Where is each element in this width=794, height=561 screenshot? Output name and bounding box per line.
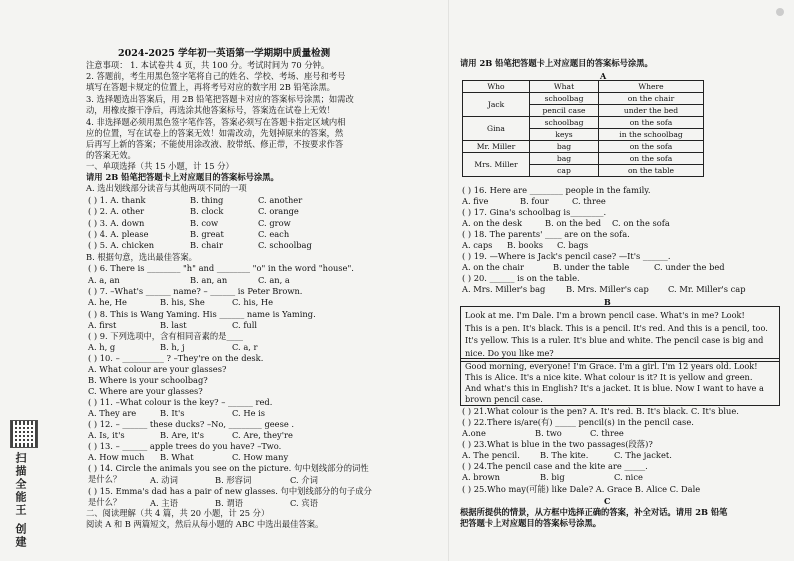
option: A. Mrs. Miller's bag xyxy=(462,284,546,294)
option: B. clock xyxy=(190,206,224,216)
option: B. last xyxy=(160,320,187,330)
table-cell: Mr. Miller xyxy=(463,141,530,153)
option: B. on the bed xyxy=(545,218,602,228)
option: A. first xyxy=(88,320,117,330)
option: B. What xyxy=(160,452,194,462)
option: A. The pencil. xyxy=(462,450,520,460)
question-14: ( ) 14. Circle the animals you see on the picture. 句中划线部分的词性 xyxy=(88,463,369,473)
question-20: ( ) 20. ______ is on the table. xyxy=(462,273,580,283)
note-line: 4. 非选择题必须用黑色签字笔作答，答案必须写在答题卡指定区域内相 xyxy=(86,117,346,127)
question-13: ( ) 13. – ______ apple trees do you have? –Two. xyxy=(88,441,282,451)
table-cell: schoolbag xyxy=(530,93,599,105)
option: B. The kite. xyxy=(540,450,589,460)
table-header-cell: Where xyxy=(599,81,704,93)
qr-code xyxy=(10,420,38,448)
table-row xyxy=(463,141,704,153)
note-line: 2. 答题前，考生用黑色签字笔将自己的姓名、学校、考场、座号和考号 xyxy=(86,71,346,81)
option: A. he, He xyxy=(88,297,127,307)
option: C. an, a xyxy=(258,275,290,285)
option: A. h, g xyxy=(88,342,116,352)
passage-line: This is Alice. It's a nice kite. What colour is it? It is yellow and green. xyxy=(465,372,753,382)
question-16: ( ) 16. Here are ________ people in the family. xyxy=(462,185,651,195)
note-line: 应的位置，写在试卷上的答案无效！如需改动，先划掉原来的答案，然 xyxy=(86,128,344,138)
table-cell: Mrs. Miller xyxy=(463,153,530,177)
option: A. a, an xyxy=(88,275,120,285)
option: B. 形容词 xyxy=(215,475,252,485)
passage-c-instruction-cont: 把答题卡上对应题目的答案标号涂黑。 xyxy=(460,518,602,528)
option: C. grow xyxy=(258,218,291,228)
option: C. on the sofa xyxy=(612,218,670,228)
option: A. 动词 xyxy=(150,475,178,485)
table-cell: bag xyxy=(530,153,599,165)
partA-heading: A. 选出划线部分读音与其他两项不同的一项 xyxy=(86,183,247,193)
option: B. thing xyxy=(190,195,224,205)
passage-line: brown pencil case. xyxy=(465,394,543,404)
option: C. Where are your glasses? xyxy=(88,386,203,396)
option: B. two xyxy=(535,428,562,438)
option: C. 宾语 xyxy=(290,498,318,508)
note-line: 3. 选择题选出答案后，用 2B 铅笔把答题卡对应的答案标号涂黑；如需改 xyxy=(86,94,354,104)
table-cell: keys xyxy=(530,129,599,141)
table-cell: on the sofa xyxy=(599,141,704,153)
info-table xyxy=(462,80,704,177)
table-cell: bag xyxy=(530,141,599,153)
option: C. Mr. Miller's cap xyxy=(668,284,746,294)
option: A. on the chair xyxy=(462,262,525,272)
table-header-cell: Who xyxy=(463,81,530,93)
option: A. on the desk xyxy=(462,218,522,228)
passage-b-box-1 xyxy=(460,306,780,362)
option: C. bags xyxy=(557,240,589,250)
table-row xyxy=(463,93,704,105)
table-row xyxy=(463,153,704,165)
question-21: ( ) 21.What colour is the pen? A. It's red. B. It's black. C. It's blue. xyxy=(462,406,739,416)
table-cell: in the schoolbag xyxy=(599,129,704,141)
option: B. 谓语 xyxy=(215,498,243,508)
passage-b-box-2 xyxy=(460,358,780,406)
option: B. four xyxy=(520,196,549,206)
instruction: 请用 2B 铅笔把答题卡上对应题目的答案标号涂黑。 xyxy=(86,172,279,182)
note-line: 后再写上新的答案；不能使用涂改液、胶带纸、修正带，不按要求作答 xyxy=(86,139,344,149)
option: C. The jacket. xyxy=(614,450,672,460)
table-cell: on the table xyxy=(599,165,704,177)
question-14-cont: 是什么？ xyxy=(88,474,122,484)
option: C. orange xyxy=(258,206,299,216)
option: A. Is, it's xyxy=(88,430,125,440)
option: C. How many xyxy=(232,452,289,462)
question-24: ( ) 24.The pencil case and the kite are _____. xyxy=(462,461,648,471)
option: A. They are xyxy=(88,408,137,418)
passage-c-instruction: 根据所提供的情景，从方框中选择正确的答案，补全对话。请用 2B 铅笔 xyxy=(460,507,728,517)
option: C. a, r xyxy=(232,342,258,352)
option: C. Are, they're xyxy=(232,430,293,440)
option: A.one xyxy=(462,428,486,438)
table-cell: cap xyxy=(530,165,599,177)
question-1: ( ) 1. A. thank xyxy=(88,195,146,205)
option: B. books xyxy=(507,240,543,250)
table-cell: on the sofa xyxy=(599,117,704,129)
question-6: ( ) 6. There is ________ "h" and ________ "o" in the word "house". xyxy=(88,263,354,273)
table-cell: schoolbag xyxy=(530,117,599,129)
option: B. Are, it's xyxy=(160,430,205,440)
option: A. brown xyxy=(462,472,500,482)
question-7: ( ) 7. –What's ______ name? – ______ is Peter Brown. xyxy=(88,286,303,296)
option: A. How much xyxy=(88,452,145,462)
question-19: ( ) 19. —Where is Jack's pencil case? —It's ______. xyxy=(462,251,671,261)
passage-line: And what's this in English? It's a jacket. It is blue. Now I want to have a xyxy=(465,383,764,393)
option: C. nice xyxy=(614,472,643,482)
question-22: ( ) 22.There is/are(有) _____ pencil(s) in the pencil case. xyxy=(462,417,694,427)
option: B. Mrs. Miller's cap xyxy=(566,284,649,294)
option: C. his, He xyxy=(232,297,274,307)
option: C. another xyxy=(258,195,303,205)
option: B. cow xyxy=(190,218,219,228)
option: C. full xyxy=(232,320,258,330)
question-3: ( ) 3. A. down xyxy=(88,218,145,228)
question-12: ( ) 12. – ______ these ducks? –No, ________ geese . xyxy=(88,419,295,429)
passage-line: nice. Do you like me? xyxy=(465,347,554,358)
option: A. five xyxy=(462,196,489,206)
table-header-cell: What xyxy=(530,81,599,93)
option: C. three xyxy=(572,196,606,206)
passage-b-label: B xyxy=(604,297,611,307)
question-5: ( ) 5. A. chicken xyxy=(88,240,155,250)
table-cell: on the chair xyxy=(599,93,704,105)
question-4: ( ) 4. A. please xyxy=(88,229,149,239)
option: B. It's xyxy=(160,408,185,418)
exam-title: 2024-2025 学年初一英语第一学期期中质量检测 xyxy=(118,48,331,59)
option: C. under the bed xyxy=(654,262,725,272)
option: C. each xyxy=(258,229,290,239)
table-header-row xyxy=(463,81,704,93)
option: B. Where is your schoolbag? xyxy=(88,375,208,385)
question-23: ( ) 23.What is blue in the two passages(段落)? xyxy=(462,439,653,449)
option: B. an, an xyxy=(190,275,228,285)
option: A. caps xyxy=(462,240,493,250)
note-line: 动，用橡皮擦干净后，再选涂其他答案标号，答案选在试卷上无效！ xyxy=(86,105,335,115)
corner-mark xyxy=(776,8,784,16)
scanner-watermark: 扫描全能王 创建 xyxy=(14,452,27,549)
passage-line: Look at me. I'm Dale. I'm a brown pencil case. What's in me? Look! xyxy=(465,310,745,320)
question-17: ( ) 17. Gina's schoolbag is________. xyxy=(462,207,607,217)
question-18: ( ) 18. The parents' ____ are on the sofa. xyxy=(462,229,630,239)
question-25: ( ) 25.Who may(可能) like Dale? A. Grace B. Alice C. Dale xyxy=(462,484,701,494)
note-line: 填写在答题卡规定的位置上，再将考号对应的数字用 2B 铅笔涂黑。 xyxy=(86,82,335,92)
option: C. schoolbag xyxy=(258,240,312,250)
table-cell: under the bed xyxy=(599,105,704,117)
table-cell: Jack xyxy=(463,93,530,117)
section1-heading: 一、单项选择（共 15 小题，计 15 分） xyxy=(86,161,234,171)
passage-c-label: C xyxy=(604,496,611,506)
option: C. He is xyxy=(232,408,266,418)
option: B. h, j xyxy=(160,342,185,352)
table-cell: pencil case xyxy=(530,105,599,117)
question-2: ( ) 2. A. other xyxy=(88,206,145,216)
option: B. great xyxy=(190,229,224,239)
question-8: ( ) 8. This is Wang Yaming. His ______ name is Yaming. xyxy=(88,309,316,319)
question-11: ( ) 11. –What colour is the key? – ______ red. xyxy=(88,397,273,407)
option: B. big xyxy=(540,472,565,482)
table-row xyxy=(463,117,704,129)
passage-line: This is a pen. It's black. This is a pencil. It's red. And this is a pencil, too. xyxy=(465,322,768,333)
section2-note: 阅读 A 和 B 两篇短文，然后从每小题的 ABC 中选出最佳答案。 xyxy=(86,519,324,529)
table-cell: Gina xyxy=(463,117,530,141)
table-cell: on the sofa xyxy=(599,153,704,165)
section2-heading: 二、阅读理解（共 4 篇，共 20 小题，计 25 分） xyxy=(86,508,270,518)
option: A. What colour are your glasses? xyxy=(88,364,227,374)
question-15: ( ) 15. Emma's dad has a pair of new glasses. 句中划线部分的句子成分 xyxy=(88,486,372,496)
passage-line: It's yellow. This is a ruler. It's blue and white. The pencil case is big and xyxy=(465,335,764,345)
option: C. three xyxy=(590,428,624,438)
passage-a-label: A xyxy=(600,71,607,81)
question-9: ( ) 9. 下列选项中，含有相同音素的是____ xyxy=(88,331,244,341)
passage-line: Good morning, everyone! I'm Grace. I'm a girl. I'm 12 years old. Look! xyxy=(465,361,758,371)
note-line: 的答案无效。 xyxy=(86,150,136,160)
option: B. chair xyxy=(190,240,223,250)
page-fold xyxy=(448,0,449,561)
option: C. 介词 xyxy=(290,475,318,485)
note-line: 注意事项： 1. 本试卷共 4 页，共 100 分。考试时间为 70 分钟。 xyxy=(86,60,330,70)
question-15-cont: 是什么？ xyxy=(88,497,122,507)
question-10: ( ) 10. – __________ ? –They're on the desk. xyxy=(88,353,264,363)
option: B. under the table xyxy=(553,262,630,272)
option: B. his, She xyxy=(160,297,205,307)
right-instruction: 请用 2B 铅笔把答题卡上对应题目的答案标号涂黑。 xyxy=(460,58,653,68)
option: A. 主语 xyxy=(150,498,178,508)
partB-heading: B. 根据句意，选出最佳答案。 xyxy=(86,252,197,262)
